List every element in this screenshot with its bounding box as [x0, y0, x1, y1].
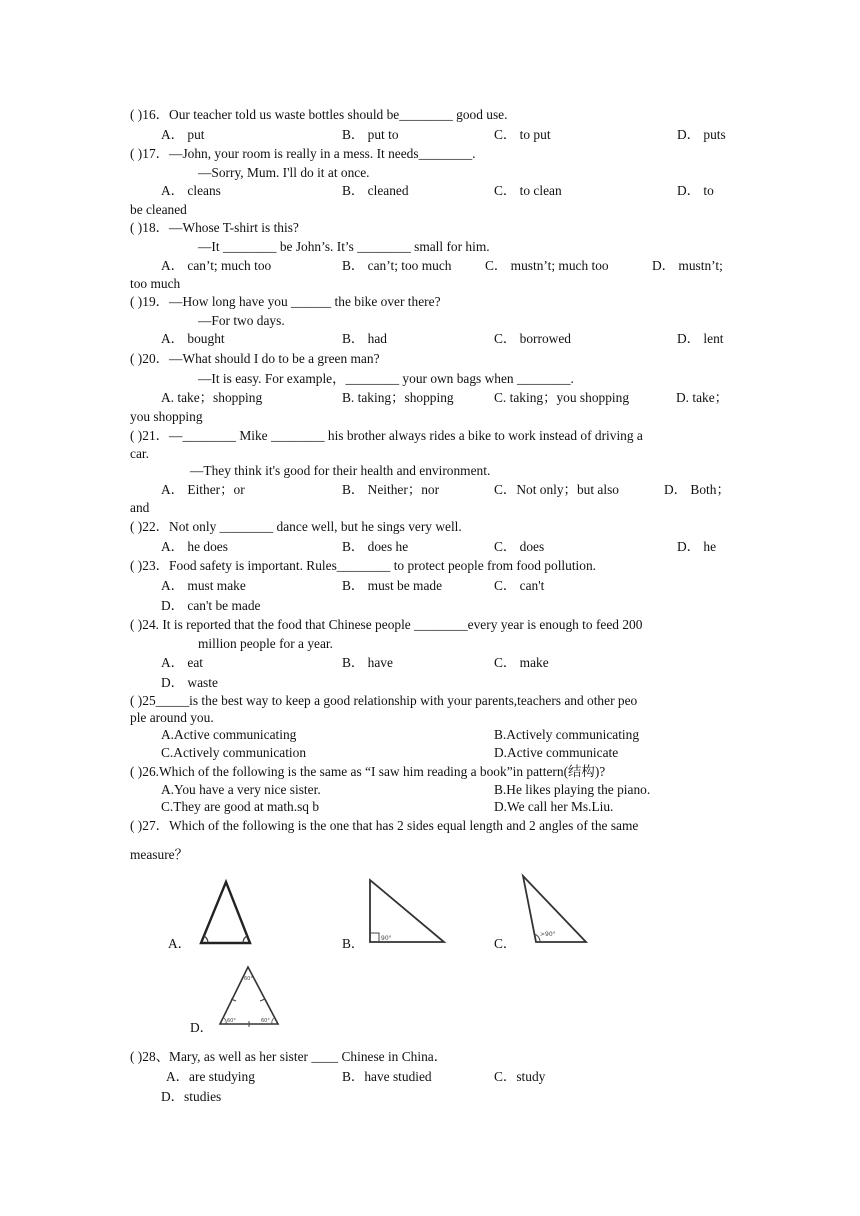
q25-wrap1: ple around you.: [130, 710, 214, 725]
q28-option-c: C．study: [494, 1069, 546, 1084]
q28-stem: ( )28、Mary, as well as her sister ____ Chinese in China．: [130, 1049, 448, 1064]
q26-option-b: B.He likes playing the piano.: [494, 782, 651, 797]
q27-option-d-label: D．: [190, 1020, 214, 1035]
b-angle-label: 90°: [381, 935, 392, 942]
q21-wrap: and: [130, 500, 150, 515]
q18-option-b: B． can’t; too much: [342, 258, 452, 273]
q18-option-a: A． can’t; much too: [161, 258, 272, 273]
q26-option-a: A.You have a very nice sister.: [161, 782, 321, 797]
q20-stem: ( )20．—What should I do to be a green man?: [130, 351, 380, 366]
q18-stem: ( )18．—Whose T-shirt is this?: [130, 220, 299, 235]
q23-stem: ( )23．Food safety is important. Rules________ to protect people from food pollution.: [130, 558, 597, 573]
q17-option-d: D． to: [677, 183, 714, 198]
d-angle-top: 60°: [244, 976, 253, 982]
q19-option-a: A． bought: [161, 331, 225, 346]
q19-option-d: D． lent: [677, 331, 724, 346]
q25-option-d: D.Active communicate: [494, 745, 619, 760]
obtuse-triangle-figure: [516, 872, 592, 948]
q24-option-c: C． make: [494, 655, 549, 670]
q22-option-c: C． does: [494, 539, 545, 554]
q27-option-b-label: B．: [342, 936, 365, 951]
q28-option-b: B．have studied: [342, 1069, 432, 1084]
q21-option-d: D． Both；: [664, 482, 730, 497]
q23-option-a: A． must make: [161, 578, 246, 593]
equilateral-triangle-figure: [214, 962, 284, 1030]
q17-stem: ( )17．—John, your room is really in a mess. It needs________.: [130, 146, 476, 161]
q24-option-d: D． waste: [161, 675, 218, 690]
q22-stem: ( )22．Not only ________ dance well, but he sings very well.: [130, 519, 462, 534]
q25-option-c: C.Actively communication: [161, 745, 307, 760]
q22-option-b: B． does he: [342, 539, 409, 554]
q25-option-a: A.Active communicating: [161, 727, 297, 742]
c-angle-label: >90°: [540, 931, 556, 938]
q27-stem: ( )27．Which of the following is the one that has 2 sides equal length and 2 angles of the same: [130, 818, 639, 833]
d-angle-left: 60°: [227, 1018, 236, 1024]
q18-option-c: C． mustn’t; much too: [485, 258, 609, 273]
q19-stem: ( )19．—How long have you ______ the bike over there?: [130, 294, 441, 309]
q23-option-b: B． must be made: [342, 578, 443, 593]
q25-option-b: B.Actively communicating: [494, 727, 640, 742]
q24-cont: million people for a year.: [198, 636, 333, 651]
q17-option-b: B． cleaned: [342, 183, 409, 198]
q21-option-b: B． Neither；nor: [342, 482, 440, 497]
q20-option-b: B. taking；shopping: [342, 390, 454, 405]
q28-option-a: A．are studying: [166, 1069, 255, 1084]
q17-wrap: be cleaned: [130, 202, 187, 217]
q18-reply: —It ________ be John’s. It’s ________ small for him.: [198, 239, 490, 254]
q20-wrap: you shopping: [130, 409, 203, 424]
q23-option-c: C． can't: [494, 578, 545, 593]
q23-option-d: D． can't be made: [161, 598, 261, 613]
q22-option-d: D． he: [677, 539, 717, 554]
q26-stem: ( )26.Which of the following is the same as “I saw him reading a book”in pattern(结构)?: [130, 764, 606, 779]
q17-reply: —Sorry, Mum. I'll do it at once.: [198, 165, 370, 180]
q21-wrap1: car.: [130, 446, 149, 461]
q17-option-c: C． to clean: [494, 183, 562, 198]
q27-option-c-label: C．: [494, 936, 517, 951]
q27-wrap1: measure？: [130, 847, 189, 862]
q16-option-b: B． put to: [342, 127, 399, 142]
q20-reply: —It is easy. For example，________ your own bags when ________.: [198, 371, 574, 386]
q20-option-a: A. take；shopping: [161, 390, 263, 405]
q16-option-c: C． to put: [494, 127, 551, 142]
q28-option-d: D．studies: [161, 1089, 222, 1104]
q18-wrap: too much: [130, 276, 181, 291]
q26-option-d: D.We call her Ms.Liu.: [494, 799, 614, 814]
q25-stem: ( )25_____is the best way to keep a good relationship with your parents,teachers and other peo: [130, 693, 638, 708]
q16-option-d: D． puts: [677, 127, 726, 142]
q19-option-b: B． had: [342, 331, 388, 346]
q26-option-c: C.They are good at math.sq b: [161, 799, 320, 814]
q18-option-d: D． mustn’t;: [652, 258, 723, 273]
q24-option-a: A． eat: [161, 655, 204, 670]
q19-option-c: C． borrowed: [494, 331, 571, 346]
q21-reply: —They think it's good for their health and environment.: [190, 463, 491, 478]
q16-stem: ( )16．Our teacher told us waste bottles should be________ good use.: [130, 107, 508, 122]
q21-option-a: A． Either；or: [161, 482, 245, 497]
q21-option-c: C．Not only；but also: [494, 482, 619, 497]
q24-option-b: B． have: [342, 655, 393, 670]
q16-option-a: A． put: [161, 127, 205, 142]
q21-stem: ( )21．—________ Mike ________ his brother always rides a bike to work instead of driving a: [130, 428, 643, 443]
q20-option-c: C. taking；you shopping: [494, 390, 630, 405]
right-triangle-figure: [364, 874, 450, 948]
q22-option-a: A． he does: [161, 539, 228, 554]
q17-option-a: A． cleans: [161, 183, 221, 198]
d-angle-right: 60°: [261, 1018, 270, 1024]
q20-option-d: D. take；: [676, 390, 729, 405]
q19-reply: —For two days.: [198, 313, 285, 328]
q27-option-a-label: A．: [168, 936, 192, 951]
q24-stem: ( )24. It is reported that the food that Chinese people ________every year is enough to feed 200: [130, 617, 643, 632]
isosceles-triangle-figure: [196, 876, 256, 948]
